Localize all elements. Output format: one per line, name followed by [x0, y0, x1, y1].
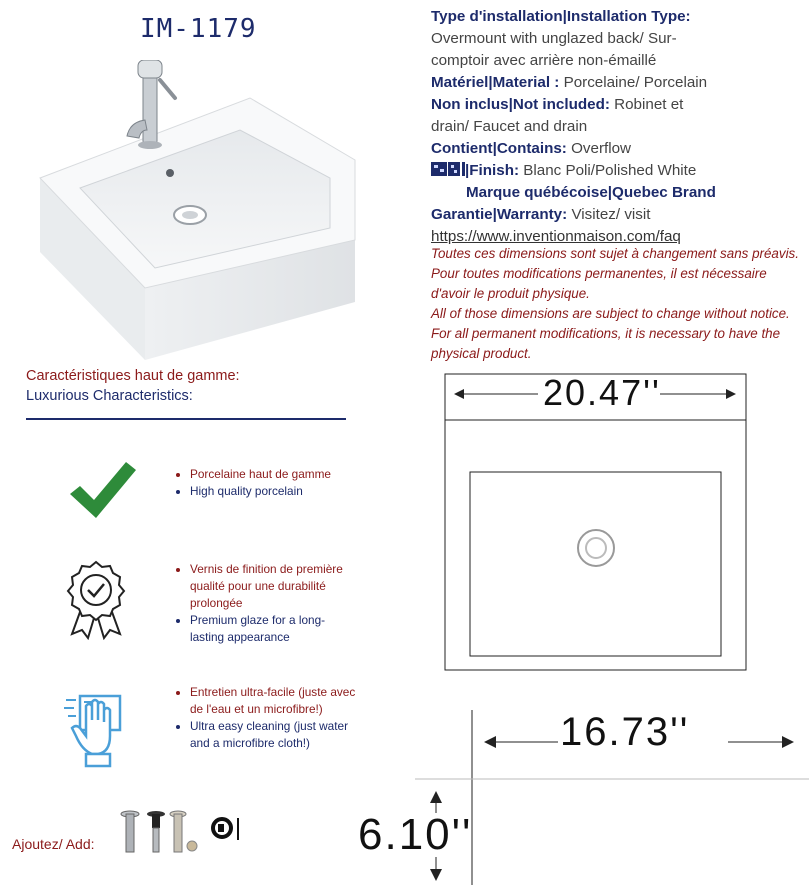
specifications: [431, 6, 801, 248]
feature-text-fr: • Porcelaine haut de gamme: [190, 466, 359, 483]
install-value-2: comptoir avec arrière non-émaillé: [431, 52, 657, 69]
warranty-link[interactable]: https://www.inventionmaison.com/faq: [431, 228, 681, 245]
addons-label: Ajoutez/ Add:: [12, 836, 95, 852]
dimension-height: 6.10'': [358, 810, 473, 859]
finish-value: Blanc Poli/Polished White: [523, 162, 697, 179]
warranty-label: Garantie|Warranty:: [431, 206, 568, 223]
warranty-value: Visitez/ visit: [571, 206, 651, 223]
award-badge-icon: [66, 560, 126, 640]
install-label: Type d'installation|Installation Type:: [431, 8, 691, 25]
sink-photo: [35, 60, 370, 360]
model-number: IM-1179: [140, 14, 257, 44]
features-heading: [26, 366, 240, 406]
feature-text-en: • Premium glaze for a long-lasting appearance: [190, 612, 359, 646]
material-value: Porcelaine/ Porcelain: [563, 74, 708, 91]
feature-text-en: • High quality porcelain: [190, 483, 359, 500]
feature-text-en: • Ultra easy cleaning (just water and a microfibre cloth!): [190, 718, 359, 752]
contains-label: Contient|Contains:: [431, 140, 567, 157]
not-included-value-2: drain/ Faucet and drain: [431, 118, 588, 135]
finish-icon: [431, 161, 465, 177]
contains-value: Overflow: [571, 140, 632, 157]
feature-text-fr: • Entretien ultra-facile (juste avec de l'eau et un microfibre!): [190, 684, 359, 718]
not-included-value-1: Robinet et: [614, 96, 684, 113]
feature-item-cleaning: [174, 684, 359, 752]
material-label: Matériel|Material :: [431, 74, 560, 91]
feature-text-fr: • Vernis de finition de première qualité pour une durabilité prolongée: [190, 561, 359, 612]
features-heading-fr: Caractéristiques haut de gamme:: [26, 368, 240, 384]
section-divider: [26, 418, 346, 420]
disclaimer-en: All of those dimensions are subject to change without notice. For all permanent modifications, it is necessary to have the physical product.: [431, 306, 790, 361]
not-included-label: Non inclus|Not included:: [431, 96, 610, 113]
checkmark-icon: [66, 458, 138, 522]
dimension-depth: 16.73'': [560, 710, 690, 754]
cleaning-hand-icon: [62, 692, 130, 768]
install-value-1: Overmount with unglazed back/ Sur-: [431, 30, 677, 47]
disclaimer-fr: Toutes ces dimensions sont sujet à changement sans préavis. Pour toutes modifications permanentes, il est nécessaire d'avoir le produit physique.: [431, 246, 799, 301]
brand-text: Marque québécoise|Quebec Brand: [466, 184, 716, 201]
addon-drain-icons: [118, 808, 248, 856]
feature-item-glaze: [174, 561, 359, 646]
finish-label: |Finish:: [465, 162, 520, 179]
features-heading-en: Luxurious Characteristics:: [26, 388, 193, 404]
dimension-width: 20.47'': [543, 372, 661, 413]
disclaimer: [431, 244, 801, 364]
top-view-drawing: [440, 370, 760, 680]
feature-item-quality: [174, 466, 359, 500]
